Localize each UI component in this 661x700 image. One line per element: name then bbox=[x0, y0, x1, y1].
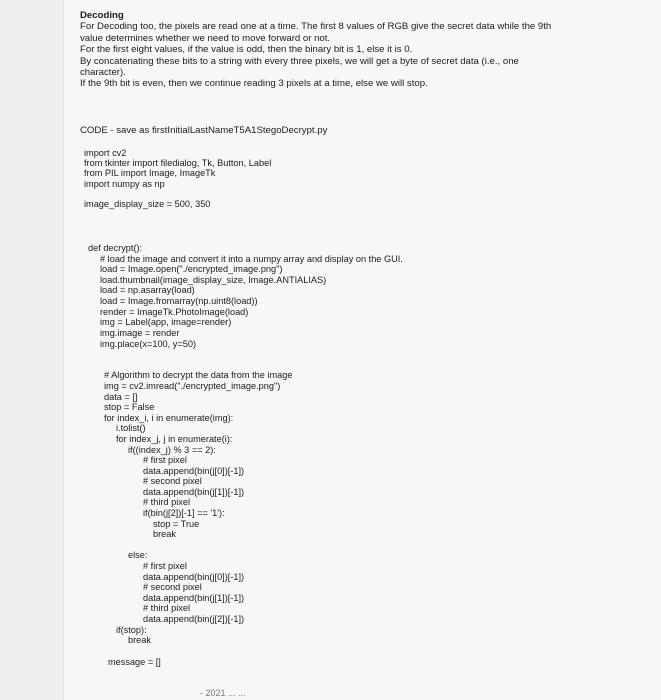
paragraph-line: By concatenating these bits to a string with every three pixels, we will get a byte of secret data (i.e., one bbox=[80, 55, 519, 67]
paragraph-line: value determines whether we need to move forward or not. bbox=[80, 32, 331, 44]
code-line: # third pixel bbox=[143, 497, 190, 507]
code-line: data.append(bin(j[0])[-1]) bbox=[143, 572, 245, 582]
cut-off-line: - 2021 ... ... bbox=[200, 688, 246, 698]
code-line: img = Label(app, image=render) bbox=[100, 317, 232, 327]
code-line: data.append(bin(j[1])[-1]) bbox=[143, 487, 245, 497]
code-line: else: bbox=[128, 550, 148, 560]
code-line: img.image = render bbox=[100, 328, 180, 338]
code-line: img.place(x=100, y=50) bbox=[100, 339, 197, 349]
code-line: data.append(bin(j[0])[-1]) bbox=[143, 466, 245, 476]
code-line: render = ImageTk.PhotoImage(load) bbox=[100, 307, 249, 317]
code-line: load = Image.fromarray(np.uint8(load)) bbox=[100, 296, 258, 306]
code-line: load = Image.open("./encrypted_image.png") bbox=[100, 264, 283, 274]
code-line: # load the image and convert it into a numpy array and display on the GUI. bbox=[100, 254, 403, 264]
code-line: # second pixel bbox=[143, 476, 202, 486]
paragraph-line: character). bbox=[80, 67, 126, 79]
code-line: # second pixel bbox=[143, 582, 202, 592]
code-line: load = np.asarray(load) bbox=[100, 285, 195, 295]
code-line: load.thumbnail(image_display_size, Image.ANTIALIAS) bbox=[100, 275, 327, 285]
code-line: data = [] bbox=[104, 392, 138, 402]
code-line: data.append(bin(j[1])[-1]) bbox=[143, 593, 245, 603]
code-line: break bbox=[128, 635, 151, 645]
code-line: stop = True bbox=[153, 519, 200, 529]
code-line: image_display_size = 500, 350 bbox=[84, 199, 211, 209]
code-line: # Algorithm to decrypt the data from the image bbox=[104, 370, 293, 380]
paragraph-line: If the 9th bit is even, then we continue reading 3 pixels at a time, else we will stop. bbox=[80, 78, 428, 90]
code-line: # third pixel bbox=[143, 603, 190, 613]
code-line: from PIL import Image, ImageTk bbox=[84, 168, 216, 178]
decoding-section bbox=[80, 10, 625, 90]
code-line: break bbox=[153, 529, 176, 539]
section-heading: Decoding bbox=[80, 10, 124, 21]
code-line: if(stop): bbox=[116, 625, 147, 635]
page-divider bbox=[63, 0, 64, 700]
code-line: import numpy as np bbox=[84, 179, 165, 189]
code-line: def decrypt(): bbox=[88, 243, 143, 253]
code-line: # first pixel bbox=[143, 455, 187, 465]
code-line: if(bin(j[2])[-1] == '1'): bbox=[143, 508, 225, 518]
code-line: for index_i, i in enumerate(img): bbox=[104, 413, 234, 423]
code-line: from tkinter import filedialog, Tk, Button, Label bbox=[84, 158, 272, 168]
code-line: for index_j, j in enumerate(i): bbox=[116, 434, 233, 444]
code-line: i.tolist() bbox=[116, 423, 146, 433]
code-line: import cv2 bbox=[84, 148, 127, 158]
paragraph-line: For the first eight values, if the value is odd, then the binary bit is 1, else it is 0. bbox=[80, 44, 413, 56]
code-line: img = cv2.imread("./encrypted_image.png") bbox=[104, 381, 281, 391]
code-line: # first pixel bbox=[143, 561, 187, 571]
code-title: CODE - save as firstInitialLastNameT5A1StegoDecrypt.py bbox=[80, 125, 328, 136]
code-line: data.append(bin(j[2])[-1]) bbox=[143, 614, 245, 624]
code-line: message = [] bbox=[108, 657, 161, 667]
code-line: if((index_j) % 3 == 2): bbox=[128, 445, 216, 455]
paragraph-line: For Decoding too, the pixels are read one at a time. The first 8 values of RGB give the secret data while the 9th bbox=[80, 21, 552, 33]
code-line: stop = False bbox=[104, 402, 155, 412]
